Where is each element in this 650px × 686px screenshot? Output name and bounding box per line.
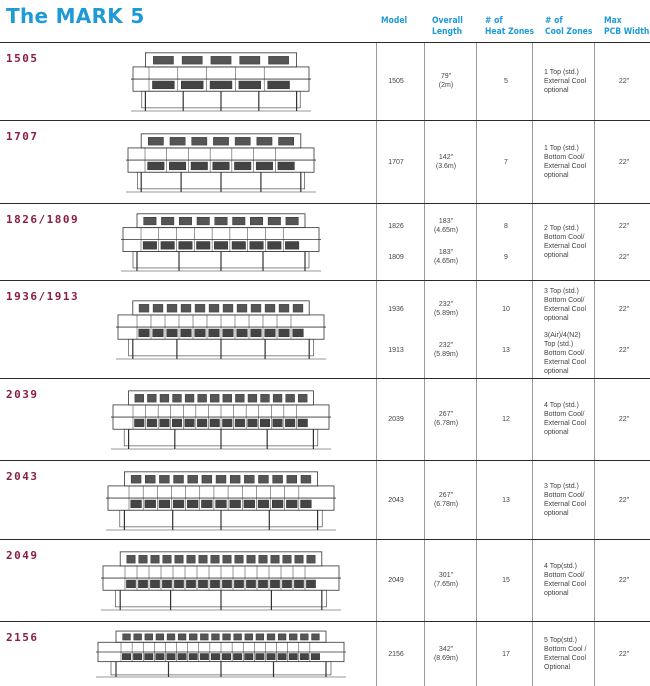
overall-length <box>429 153 463 171</box>
column-divider <box>376 461 377 539</box>
overall-length-line: 183" <box>438 218 454 226</box>
max-pcb-width: 22" <box>618 416 630 423</box>
cool-zones <box>544 401 602 437</box>
overall-length <box>429 248 463 266</box>
model-series-label: 2156 <box>6 631 39 644</box>
model-number: 1707 <box>388 158 404 166</box>
header-cool-zones <box>545 16 592 38</box>
cool-zones-line: External Cool <box>544 359 587 366</box>
overall-length <box>429 300 463 318</box>
column-divider <box>532 281 533 378</box>
overall-length <box>429 645 463 663</box>
overall-length <box>429 410 463 428</box>
overall-length-line: (7.65m) <box>433 581 459 588</box>
overall-length-line: 232" <box>438 300 454 308</box>
header-model <box>381 16 407 27</box>
heat-zones: 12 <box>502 416 510 423</box>
model-number: 2039 <box>388 416 404 423</box>
model-number: 1936 <box>388 305 404 313</box>
cool-zones-line: Bottom Cool / <box>544 645 587 653</box>
model-series-label: 1505 <box>6 52 39 65</box>
reflow-oven-drawing <box>96 628 346 679</box>
cool-zones-line: optional <box>544 171 569 179</box>
column-divider <box>476 43 477 120</box>
cool-zones-line: Top (std.) <box>544 341 574 348</box>
overall-length-line: 142" <box>438 153 454 161</box>
cool-zones-line: Bottom Cool/ <box>544 233 585 241</box>
cool-zones-line: optional <box>544 590 569 597</box>
header-cool-line2: Cool Zones <box>545 27 593 37</box>
overall-length-line: 342" <box>438 645 454 653</box>
header-model-label: Model <box>381 16 408 26</box>
cool-zones-line: optional <box>544 509 569 517</box>
reflow-oven-drawing <box>106 468 336 532</box>
column-divider <box>424 43 425 120</box>
model-number: 1826 <box>388 223 404 231</box>
model-number: 1913 <box>388 346 404 354</box>
max-pcb-width: 22" <box>618 223 630 231</box>
machine-diagram <box>131 49 311 113</box>
cool-zones-line: 4 Top(std.) <box>544 563 577 570</box>
heat-zones: 7 <box>504 158 508 166</box>
cool-zones-line: External Cool <box>544 654 587 662</box>
overall-length-line: (6.78m) <box>433 500 459 508</box>
cool-zones <box>544 144 602 180</box>
model-series-label: 2043 <box>6 470 39 483</box>
overall-length-line: 267" <box>438 411 454 418</box>
page-title: The MARK 5 <box>6 4 145 28</box>
column-divider <box>476 379 477 460</box>
overall-length-line: (4.65m) <box>433 257 459 265</box>
machine-diagram <box>116 297 326 361</box>
header-heat-zones <box>485 16 534 38</box>
heat-zones: 5 <box>504 78 508 85</box>
column-divider <box>376 379 377 460</box>
overall-length-line: (2m) <box>438 82 454 89</box>
model-series-label: 2049 <box>6 549 39 562</box>
model-number: 1809 <box>388 253 404 261</box>
cool-zones <box>544 636 602 672</box>
row-divider <box>0 120 650 121</box>
cool-zones-line: 3 Top (std.) <box>544 482 579 490</box>
max-pcb-width: 22" <box>618 650 630 658</box>
cool-zones-line: 2 Top (std.) <box>544 224 579 232</box>
model-number: 1505 <box>388 78 404 85</box>
column-divider <box>376 43 377 120</box>
max-pcb-width: 22" <box>618 305 630 313</box>
header-pcb-width <box>604 16 649 38</box>
overall-length-line: (5.89m) <box>433 309 459 317</box>
overall-length <box>429 341 463 359</box>
overall-length <box>429 491 463 509</box>
machine-diagram <box>121 210 321 273</box>
heat-zones: 15 <box>502 577 510 584</box>
cool-zones <box>544 331 602 376</box>
machine-diagram <box>111 387 331 451</box>
max-pcb-width: 22" <box>618 253 630 261</box>
heat-zones: 13 <box>502 346 510 354</box>
cool-zones-line: Bottom Cool/ <box>544 350 585 357</box>
cool-zones-line: 3 Top (std.) <box>544 287 579 295</box>
overall-length-line: (8.69m) <box>433 654 459 662</box>
row-divider <box>0 280 650 281</box>
header-heat-line2: Heat Zones <box>485 27 535 37</box>
model-series-label: 1936/1913 <box>6 290 80 303</box>
model-number: 2049 <box>388 577 404 584</box>
reflow-oven-drawing <box>131 49 311 113</box>
column-divider <box>476 461 477 539</box>
cool-zones-line: 4 Top (std.) <box>544 402 579 409</box>
row-divider <box>0 203 650 204</box>
heat-zones: 13 <box>502 496 510 504</box>
cool-zones-line: optional <box>544 86 569 94</box>
cool-zones-line: Bottom Cool/ <box>544 572 585 579</box>
cool-zones-line: 1 Top (std.) <box>544 144 579 152</box>
cool-zones-line: External Cool <box>544 500 587 508</box>
column-divider <box>532 121 533 203</box>
column-divider <box>424 121 425 203</box>
column-divider <box>532 622 533 686</box>
max-pcb-width: 22" <box>618 577 630 584</box>
row-divider <box>0 42 650 43</box>
header-length <box>432 16 463 38</box>
column-divider <box>376 281 377 378</box>
model-number: 2043 <box>388 496 404 504</box>
cool-zones-line: Optional <box>544 663 571 671</box>
cool-zones-line: Bottom Cool/ <box>544 491 585 499</box>
reflow-oven-drawing <box>111 387 331 451</box>
cool-zones-line: Bottom Cool/ <box>544 411 585 418</box>
row-divider <box>0 460 650 461</box>
column-divider <box>476 204 477 280</box>
max-pcb-width: 22" <box>618 78 630 85</box>
cool-zones-line: optional <box>544 314 569 322</box>
cool-zones-line: Bottom Cool/ <box>544 296 585 304</box>
cool-zones-line: optional <box>544 251 569 259</box>
header-pcb-line2: PCB Width <box>604 27 650 37</box>
cool-zones-line: 5 Top(std.) <box>544 636 577 644</box>
header-length-line1: Overall <box>432 16 463 26</box>
column-divider <box>532 43 533 120</box>
reflow-oven-drawing <box>126 130 316 194</box>
machine-diagram <box>96 628 346 679</box>
column-divider <box>424 622 425 686</box>
row-divider <box>0 621 650 622</box>
overall-length <box>429 571 463 589</box>
overall-length-line: 232" <box>438 341 454 349</box>
overall-length-line: 183" <box>438 248 454 256</box>
cool-zones-line: External Cool <box>544 420 587 427</box>
model-series-label: 2039 <box>6 388 39 401</box>
column-divider <box>424 461 425 539</box>
cool-zones-line: External Cool <box>544 162 587 170</box>
cool-zones-line: optional <box>544 368 569 375</box>
max-pcb-width: 22" <box>618 496 630 504</box>
header-cool-line1: # of <box>545 16 563 26</box>
max-pcb-width: 22" <box>618 346 630 354</box>
overall-length-line: (3.6m) <box>435 162 457 170</box>
model-series-label: 1707 <box>6 130 39 143</box>
column-divider <box>376 540 377 621</box>
column-divider <box>476 121 477 203</box>
reflow-oven-drawing <box>121 210 321 273</box>
machine-diagram <box>106 468 336 532</box>
header-heat-line1: # of <box>485 16 503 26</box>
cool-zones-line: 3(Air)/4(N2) <box>544 332 581 339</box>
machine-diagram <box>126 130 316 194</box>
column-divider <box>476 622 477 686</box>
column-divider <box>424 379 425 460</box>
column-divider <box>424 204 425 280</box>
cool-zones-line: External Cool <box>544 305 587 313</box>
header-length-line2: Length <box>432 27 463 37</box>
model-number: 2156 <box>388 650 404 658</box>
cool-zones <box>544 562 602 598</box>
overall-length-line: (5.89m) <box>433 350 459 358</box>
column-divider <box>376 204 377 280</box>
cool-zones <box>544 68 602 95</box>
machine-diagram <box>101 548 341 612</box>
column-divider <box>476 281 477 378</box>
max-pcb-width: 22" <box>618 158 630 166</box>
cool-zones-line: Bottom Cool/ <box>544 153 585 161</box>
reflow-oven-drawing <box>101 548 341 612</box>
column-divider <box>376 622 377 686</box>
cool-zones <box>544 482 602 518</box>
column-divider <box>532 379 533 460</box>
cool-zones <box>544 224 602 260</box>
cool-zones-line: optional <box>544 429 569 436</box>
heat-zones: 10 <box>502 305 510 313</box>
model-series-label: 1826/1809 <box>6 213 80 226</box>
heat-zones: 8 <box>504 223 508 231</box>
cool-zones-line: External Cool <box>544 581 587 588</box>
column-divider <box>376 121 377 203</box>
row-divider <box>0 539 650 540</box>
overall-length-line: 267" <box>438 491 454 499</box>
overall-length <box>429 217 463 235</box>
cool-zones-line: External Cool <box>544 77 587 85</box>
row-divider <box>0 378 650 379</box>
column-divider <box>532 204 533 280</box>
overall-length-line: (6.78m) <box>433 420 459 427</box>
heat-zones: 17 <box>502 650 510 658</box>
overall-length-line: (4.65m) <box>433 227 459 235</box>
header-pcb-line1: Max <box>604 16 622 26</box>
overall-length-line: 79" <box>440 73 452 80</box>
column-divider <box>532 540 533 621</box>
reflow-oven-drawing <box>116 297 326 361</box>
overall-length-line: 301" <box>438 572 454 579</box>
cool-zones <box>544 287 602 323</box>
column-divider <box>532 461 533 539</box>
heat-zones: 9 <box>504 253 508 261</box>
overall-length <box>429 72 463 90</box>
column-divider <box>424 540 425 621</box>
column-divider <box>476 540 477 621</box>
cool-zones-line: External Cool <box>544 242 587 250</box>
cool-zones-line: 1 Top (std.) <box>544 68 579 76</box>
column-divider <box>424 281 425 378</box>
